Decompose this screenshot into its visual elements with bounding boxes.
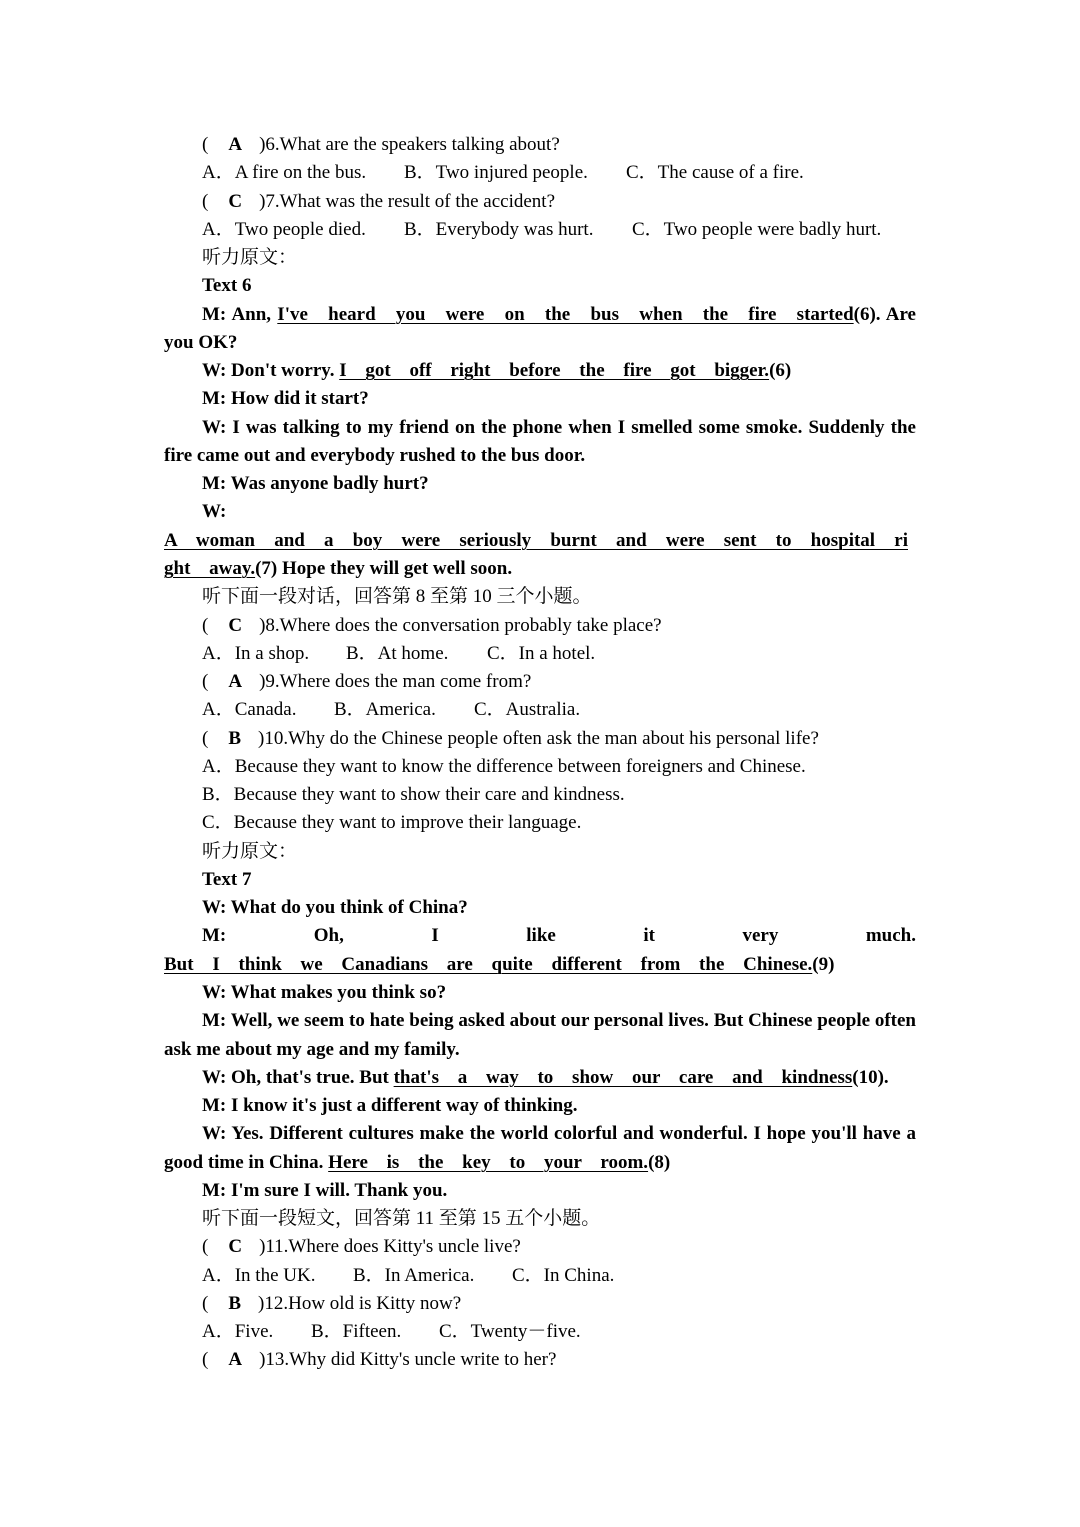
question-8 [164,612,916,640]
bracket-open: ( [202,614,209,636]
underlined-answer-text: But I think we Canadians are quite different from the Chinese. [164,953,813,975]
question-stem: )8.Where does the conversation probably take place? [259,614,662,636]
transcript-line [164,470,916,498]
question-7 [164,188,916,216]
transcript-title: Text 6 [202,275,252,297]
dialogue-text: W: [202,501,227,523]
transcript-title: Text 7 [202,868,252,890]
dialogue-text: M: Oh, I like it very much. [202,925,916,947]
dialogue-text: W: Yes. Different cultures make the world colorful and wonderful. I hope you'll have a [202,1123,916,1145]
underlined-answer-text: I've heard you were on the bus when the fire started [277,303,854,325]
transcript-line [164,442,916,470]
question-stem: )7.What was the result of the accident? [259,190,556,212]
answer-letter: C [228,614,243,636]
dialogue-text: (9) [812,953,835,975]
underlined-answer-text: that's a way to show our care and kindness [393,1066,853,1088]
option-a: A．In the UK. [202,1264,316,1286]
bracket-open: ( [202,727,209,749]
transcript-line [164,1177,916,1205]
transcript-line [164,1036,916,1064]
question-9 [164,668,916,696]
transcript-line [164,1007,916,1035]
option-b: B．Fifteen. [311,1321,402,1343]
question-8-options [164,640,916,668]
question-6-options [164,159,916,187]
question-stem: )13.Why did Kitty's uncle write to her? [259,1349,557,1371]
transcript-line [164,1092,916,1120]
option-b: B．Everybody was hurt. [404,218,594,240]
transcript-line [164,555,916,583]
question-stem: )6.What are the speakers talking about? [259,134,560,155]
option-a: A．Five. [202,1321,274,1343]
dialogue-text: you OK? [164,331,238,353]
transcript-line [164,1149,916,1177]
question-11 [164,1233,916,1261]
dialogue-text: M: Well, we seem to hate being asked about our personal lives. But Chinese people often [202,1010,916,1032]
dialogue-text: W: What makes you think so? [202,981,447,1003]
question-6 [164,131,916,159]
question-7-options [164,216,916,244]
transcript-label: 听力原文： [202,247,298,269]
dialogue-text: (10). [852,1066,889,1088]
dialogue-text: (8) [648,1151,671,1173]
transcript-line [164,1120,916,1148]
transcript-label: 听力原文： [202,840,298,862]
bracket-open: ( [202,1236,209,1258]
transcript-line [164,329,916,357]
option-b: B．America. [334,699,436,721]
answer-letter: C [228,1236,243,1258]
question-12 [164,1290,916,1318]
bracket-open: ( [202,671,209,693]
dialogue-text: ask me about my age and my family. [164,1038,460,1060]
option-c: C．The cause of a fire. [626,162,804,184]
dialogue-text: M: How did it start? [202,388,369,410]
dialogue-text: M: Ann, [202,303,278,325]
underlined-answer-text: ght away. [164,557,256,579]
dialogue-text: M: Was anyone badly hurt? [202,473,429,495]
transcript-line [164,894,916,922]
option-c: C．In China. [512,1264,615,1286]
transcript-line [164,414,916,442]
dialogue-text: W: I was talking to my friend on the phone when I smelled some smoke. Suddenly the [202,416,916,438]
option-a: A．In a shop. [202,642,310,664]
underlined-answer-text: Here is the key to your room. [328,1151,649,1173]
answer-letter: B [228,1292,242,1314]
dialogue-text: (6) [769,360,792,382]
option-b: B．Because they want to show their care and kindness. [202,784,625,806]
bracket-open: ( [202,1349,209,1371]
question-13 [164,1346,916,1374]
dialogue-text: good time in China. [164,1151,329,1173]
option-c: C．Two people were badly hurt. [632,218,882,240]
option-c: C．Twenty－five. [439,1321,581,1343]
option-b: B．In America. [353,1264,475,1286]
question-stem: )10.Why do the Chinese people often ask the man about his personal life? [258,727,819,749]
transcript-line [164,357,916,385]
option-a: A．Two people died. [202,218,366,240]
bracket-open: ( [202,134,209,155]
option-b: B．Two injured people. [404,162,588,184]
dialogue-text: W: Oh, that's true. But [202,1066,394,1088]
question-10 [164,725,916,753]
transcript-line [164,922,916,950]
dialogue-text: (6). Are [853,303,916,325]
dialogue-text: (7) Hope they will get well soon. [255,557,513,579]
transcript-line [164,1064,916,1092]
option-c: C．In a hotel. [487,642,596,664]
option-c: C．Australia. [474,699,581,721]
dialogue-text: W: Don't worry. [202,360,340,382]
answer-letter: B [228,727,242,749]
section-instruction: 听下面一段对话，回答第 8 至第 10 三个小题。 [202,586,592,608]
transcript-line [164,301,916,329]
transcript-line [164,385,916,413]
bracket-open: ( [202,190,209,212]
question-12-options [164,1318,916,1346]
transcript-line [164,527,908,555]
question-stem: )12.How old is Kitty now? [258,1292,462,1314]
answer-letter: A [228,1349,243,1371]
document-page [164,131,916,1375]
answer-letter: C [228,190,243,212]
dialogue-text: M: I'm sure I will. Thank you. [202,1179,448,1201]
bracket-open: ( [202,1292,209,1314]
option-b: B．At home. [346,642,449,664]
option-a: A．Because they want to know the difference between foreigners and Chinese. [202,755,806,777]
option-a: A．Canada. [202,699,297,721]
dialogue-text: W: What do you think of China? [202,897,468,919]
question-9-options [164,696,916,724]
transcript-line [164,498,916,526]
transcript-line [164,979,916,1007]
underlined-answer-text: I got off right before the fire got bigger. [339,360,770,382]
option-a: A．A fire on the bus. [202,162,367,184]
option-c: C．Because they want to improve their language. [202,812,582,834]
dialogue-text: M: I know it's just a different way of thinking. [202,1095,578,1117]
transcript-line [164,951,916,979]
answer-letter: A [228,134,243,155]
dialogue-text: fire came out and everybody rushed to the bus door. [164,444,586,466]
question-11-options [164,1262,916,1290]
underlined-answer-text: A woman and a boy were seriously burnt and were sent to hospital ri [164,529,908,551]
question-stem: )9.Where does the man come from? [259,671,532,693]
answer-letter: A [228,671,243,693]
question-stem: )11.Where does Kitty's uncle live? [259,1236,521,1258]
section-instruction: 听下面一段短文，回答第 11 至第 15 五个小题。 [202,1208,601,1230]
